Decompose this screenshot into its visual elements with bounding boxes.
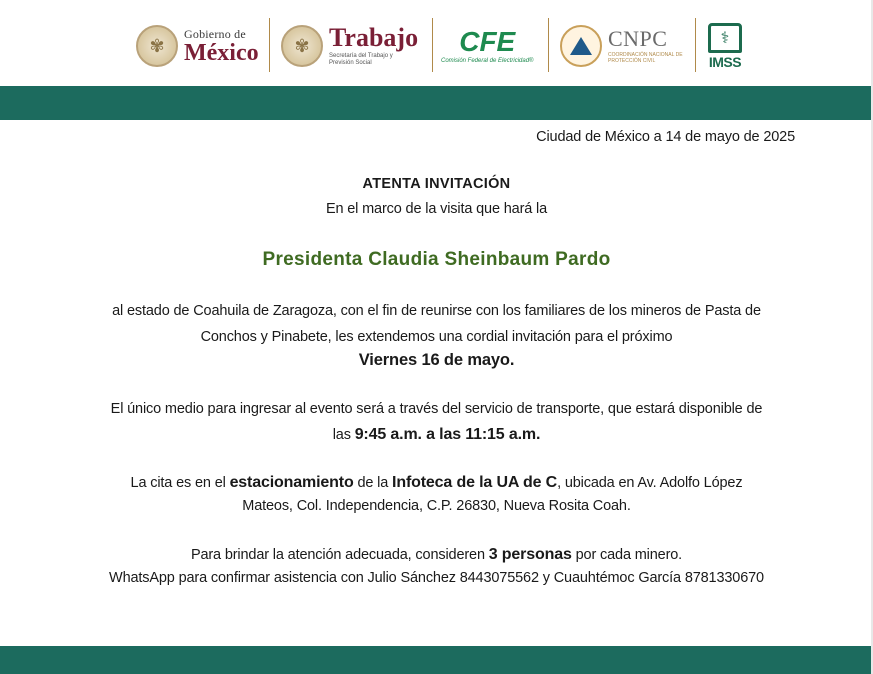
meeting-address-start: , ubicada en Av. Adolfo López	[557, 475, 743, 491]
invitation-intro: En el marco de la visita que hará la	[325, 201, 548, 217]
logo-divider	[432, 18, 433, 72]
imss-emblem-icon: ⚕	[708, 23, 742, 53]
president-name: Presidenta Claudia Sheinbaum Pardo	[262, 249, 611, 270]
paragraph-3-line-1	[0, 473, 873, 492]
gobierno-logo-line1: Gobierno de	[184, 26, 246, 41]
cnpc-logo	[560, 18, 690, 74]
meeting-prefix: La cita es en el	[130, 475, 230, 491]
schedule-connector: a las	[421, 426, 466, 443]
meeting-connector: de la	[353, 475, 393, 491]
schedule-prefix: las	[332, 427, 355, 443]
paragraph-4-line-1	[0, 545, 873, 564]
gobierno-logo-line2: México	[184, 39, 259, 66]
start-time: 9:45 a.m.	[354, 426, 422, 443]
cnpc-logo-line2: COORDINACIÓN NACIONAL DE PROTECCIÓN CIVIL	[608, 52, 683, 64]
top-green-band	[0, 86, 873, 120]
trabajo-logo-line2: Secretaría del Trabajo y Previsión Social	[329, 52, 393, 66]
imss-logo	[708, 18, 742, 74]
national-seal-icon: ✾	[281, 25, 323, 67]
logo-divider	[695, 18, 696, 72]
meeting-venue: Infoteca de la UA de C	[392, 474, 558, 491]
end-time: 11:15 a.m.	[465, 426, 541, 443]
paragraph-2-line-2	[0, 425, 873, 444]
cfe-logo-line2: Comisión Federal de Electricidad®	[441, 58, 534, 64]
letter-date: Ciudad de México a 14 de mayo de 2025	[536, 129, 795, 145]
trabajo-logo-line1: Trabajo	[329, 22, 419, 52]
logo-divider	[548, 18, 549, 72]
attendance-suffix: por cada minero.	[571, 547, 683, 563]
paragraph-1-line-1: al estado de Coahuila de Zaragoza, con el fin de reunirse con los familiares de los mineros de Pasta de	[112, 303, 761, 319]
imss-logo-line1: IMSS	[708, 53, 742, 70]
trabajo-logo	[281, 18, 418, 74]
cfe-logo	[441, 18, 533, 74]
civil-protection-icon	[560, 25, 602, 67]
paragraph-2-line-1: El único medio para ingresar al evento será a través del servicio de transporte, que estará disponible de	[110, 401, 763, 417]
attendance-prefix: Para brindar la atención adecuada, consideren	[190, 547, 489, 563]
paragraph-3-line-2: Mateos, Col. Independencia, C.P. 26830, Nueva Rosita Coah.	[242, 498, 631, 514]
invitation-title: ATENTA INVITACIÓN	[362, 176, 511, 192]
whatsapp-contacts: WhatsApp para confirmar asistencia con Julio Sánchez 8443075562 y Cuauhtémoc García 8781330670	[109, 570, 764, 586]
cfe-logo-line1: CFE	[459, 26, 516, 57]
meeting-place: estacionamiento	[229, 474, 354, 491]
event-date: Viernes 16 de mayo.	[358, 351, 515, 369]
bottom-green-band	[0, 646, 873, 674]
cnpc-logo-line1: CNPC	[608, 26, 668, 51]
paragraph-1-line-2: Conchos y Pinabete, les extendemos una cordial invitación para el próximo	[200, 329, 673, 345]
gobierno-de-mexico-logo	[136, 18, 259, 74]
logo-divider	[269, 18, 270, 72]
logo-header	[0, 0, 873, 86]
national-seal-icon: ✾	[136, 25, 178, 67]
attendance-count: 3 personas	[488, 546, 572, 563]
